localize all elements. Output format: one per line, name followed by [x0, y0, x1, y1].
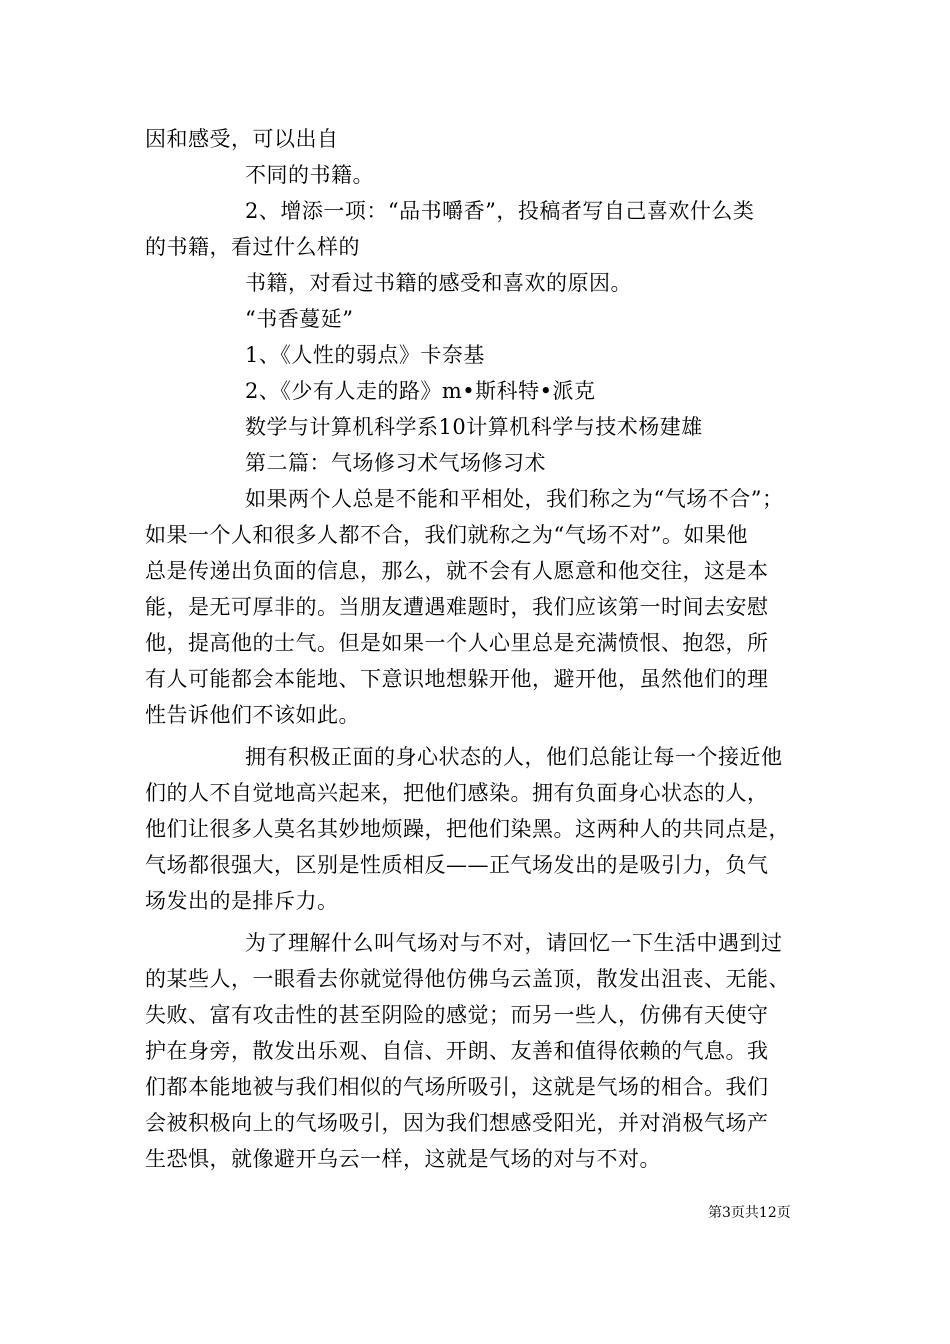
text-line: 如果两个人总是不能和平相处，我们称之为“气场不合”； [245, 487, 784, 511]
text-line: 场发出的是排斥力。 [145, 889, 339, 913]
text-line: 2、增添一项：“品书嚼香”，投稿者写自己喜欢什么类 [245, 199, 755, 223]
text-line: 生恐惧，就像避开乌云一样，这就是气场的对与不对。 [145, 1147, 661, 1171]
text-line: 们的人不自觉地高兴起来，把他们感染。拥有负面身心状态的人， [145, 781, 769, 805]
text-line: 有人可能都会本能地、下意识地想躲开他，避开他，虽然他们的理 [145, 667, 769, 691]
text-line: 护在身旁，散发出乐观、自信、开朗、友善和值得依赖的气息。我 [145, 1039, 769, 1063]
text-line: 会被积极向上的气场吸引，因为我们想感受阳光，并对消极气场产 [145, 1111, 769, 1135]
text-line: 如果一个人和很多人都不合，我们就称之为“气场不对”。如果他 [145, 523, 748, 547]
text-line: 不同的书籍。 [245, 163, 374, 187]
book-item: 1、《人性的弱点》卡奈基 [245, 343, 485, 367]
text-line: 的某些人，一眼看去你就觉得他仿佛乌云盖顶，散发出沮丧、无能、 [145, 967, 790, 991]
text-line: 性告诉他们不该如此。 [145, 703, 360, 727]
text-line: 总是传递出负面的信息，那么，就不会有人愿意和他交往，这是本 [145, 559, 769, 583]
text-line: 的书籍，看过什么样的 [145, 235, 360, 259]
text-line: 他，提高他的士气。但是如果一个人心里总是充满愤恨、抱怨，所 [145, 631, 769, 655]
text-line: 因和感受，可以出自 [145, 127, 339, 151]
chapter-title: 第二篇：气场修习术气场修习术 [245, 451, 546, 475]
section-heading: “书香蔓延” [245, 307, 354, 331]
page-number: 第3页共12页 [708, 1205, 791, 1221]
text-line: 书籍，对看过书籍的感受和喜欢的原因。 [245, 271, 632, 295]
text-line: 们都本能地被与我们相似的气场所吸引，这就是气场的相合。我们 [145, 1075, 769, 1099]
author-line: 数学与计算机科学系10计算机科学与技术杨建雄 [245, 415, 703, 439]
text-line: 拥有积极正面的身心状态的人，他们总能让每一个接近他 [245, 745, 783, 769]
text-line: 气场都很强大，区别是性质相反——正气场发出的是吸引力，负气 [145, 853, 769, 877]
book-item: 2、《少有人走的路》m•斯科特•派克 [245, 379, 596, 403]
text-line: 能，是无可厚非的。当朋友遭遇难题时，我们应该第一时间去安慰 [145, 595, 769, 619]
text-line: 失败、富有攻击性的甚至阴险的感觉；而另一些人，仿佛有天使守 [145, 1003, 769, 1027]
text-line: 为了理解什么叫气场对与不对，请回忆一下生活中遇到过 [245, 931, 783, 955]
text-line: 他们让很多人莫名其妙地烦躁，把他们染黑。这两种人的共同点是， [145, 817, 790, 841]
